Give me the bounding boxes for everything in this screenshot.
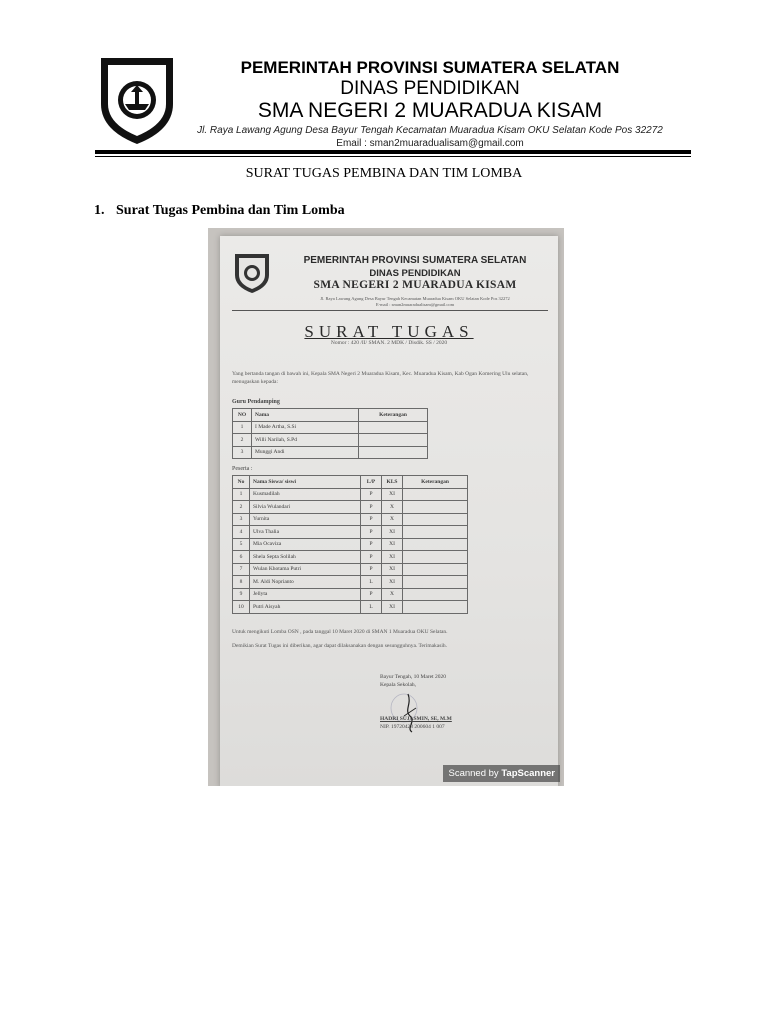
- table-cell: 3: [233, 446, 252, 459]
- table-header-row: [233, 476, 468, 489]
- table-row: [233, 434, 428, 447]
- table-cell: P: [361, 551, 382, 564]
- letterhead-department: DINAS PENDIDIKAN: [340, 78, 520, 99]
- letterhead-address: Jl. Raya Lawang Agung Desa Bayur Tengah Kecamatan Muaradua Kisam OKU Selatan Kode Pos 32272: [197, 125, 663, 136]
- document-title: SURAT TUGAS PEMBINA DAN TIM LOMBA: [245, 166, 523, 181]
- table-cell: 10: [233, 601, 250, 614]
- scan-peserta-label: Peserta :: [232, 466, 253, 472]
- column-header: Nama Siswa/ siswi: [250, 476, 361, 489]
- table-cell: XI: [382, 551, 403, 564]
- table-cell: 1: [233, 488, 250, 501]
- table-cell: [359, 421, 428, 434]
- table-cell: [403, 501, 468, 514]
- table-cell: Yurnita: [250, 513, 361, 526]
- table-cell: 6: [233, 551, 250, 564]
- scan-header-address: Jl. Raya Lawang Agung Desa Bayur Tengah Kecamatan Muaradua Kisam OKU Selatan Kode Pos 32272: [320, 296, 510, 301]
- table-cell: Willi Narilah, S.Pd: [252, 434, 359, 447]
- letterhead-school-name: SMA NEGERI 2 MUARADUA KISAM: [257, 99, 603, 122]
- scan-header-email: E-mail : sman2muaradualisam@gmail.com: [375, 302, 455, 307]
- section-heading: [94, 203, 345, 219]
- table-cell: 4: [233, 526, 250, 539]
- scan-letter-title: SURAT TUGAS: [304, 322, 474, 341]
- scan-intro-text: Yang bertanda tangan di bawah ini, Kepala SMA Negeri 2 Muaradua Kisam, Kec. Muaradua Kisam, Kab Ogan Komering Ulu selatan, menugaskan kepada:: [232, 371, 529, 385]
- table-cell: XI: [382, 538, 403, 551]
- table-cell: M. Aldi Noprianto: [250, 576, 361, 589]
- table-cell: 7: [233, 563, 250, 576]
- table-cell: 9: [233, 588, 250, 601]
- letterhead-email: Email : sman2muaradualisam@gmail.com: [336, 138, 524, 149]
- table-cell: [403, 488, 468, 501]
- table-cell: P: [361, 488, 382, 501]
- table-cell: [403, 538, 468, 551]
- school-emblem-logo: [95, 52, 179, 148]
- table-cell: P: [361, 588, 382, 601]
- scan-place-date: Bayur Tengah, 10 Maret 2020: [380, 674, 446, 680]
- table-cell: Wulan Khotama Putri: [250, 563, 361, 576]
- scan-signer-name: HADRI SUJASMIN, SE, M.M: [380, 716, 452, 722]
- table-row: [233, 501, 468, 514]
- table-cell: X: [382, 501, 403, 514]
- table-cell: P: [361, 563, 382, 576]
- table-cell: 8: [233, 576, 250, 589]
- table-cell: P: [361, 513, 382, 526]
- table-row: [233, 526, 468, 539]
- table-cell: [403, 576, 468, 589]
- column-header: No: [233, 476, 250, 489]
- table-cell: 2: [233, 501, 250, 514]
- table-cell: XI: [382, 576, 403, 589]
- table-cell: 1: [233, 421, 252, 434]
- table-cell: XI: [382, 488, 403, 501]
- column-header: Nama: [252, 409, 359, 422]
- scan-peserta-table: [232, 475, 468, 614]
- table-row: [233, 551, 468, 564]
- scan-school-emblem-logo: [232, 251, 272, 295]
- table-row: [233, 488, 468, 501]
- table-cell: [403, 563, 468, 576]
- column-header: Keterangan: [359, 409, 428, 422]
- table-cell: [359, 434, 428, 447]
- table-row: [233, 563, 468, 576]
- table-cell: 2: [233, 434, 252, 447]
- table-row: [233, 576, 468, 589]
- scan-guru-label: Guru Pendamping: [232, 399, 280, 405]
- tapscanner-watermark: [443, 765, 560, 782]
- table-cell: Kusmadilah: [250, 488, 361, 501]
- scan-header-department: DINAS PENDIDIKAN: [369, 268, 461, 279]
- table-header-row: [233, 409, 428, 422]
- scan-header-rule: [232, 310, 548, 311]
- scan-letter-number: Nomor : 420 /II/ SMAN. 2 MDK / Disdik. SS / 2020: [330, 340, 448, 346]
- table-cell: Ulva Thalia: [250, 526, 361, 539]
- scan-signer-position: Kepala Sekolah,: [380, 682, 417, 688]
- letterhead-thick-rule: [95, 150, 691, 154]
- section-title: Surat Tugas Pembina dan Tim Lomba: [116, 203, 345, 218]
- scan-header-government: PEMERINTAH PROVINSI SUMATERA SELATAN: [303, 255, 527, 266]
- table-cell: Shela Septa Solilah: [250, 551, 361, 564]
- scan-body-purpose: Untuk mengikuti Lomba OSN , pada tanggal 10 Maret 2020 di SMAN 1 Muaradua OKU Selatan.: [232, 629, 448, 635]
- table-row: [233, 538, 468, 551]
- table-cell: P: [361, 501, 382, 514]
- table-cell: [403, 601, 468, 614]
- column-header: KLS: [382, 476, 403, 489]
- table-cell: L: [361, 576, 382, 589]
- table-cell: X: [382, 513, 403, 526]
- section-number: 1.: [94, 203, 105, 218]
- table-cell: [403, 513, 468, 526]
- column-header: NO: [233, 409, 252, 422]
- scan-body-closing: Demikian Surat Tugas ini diberikan, agar dapat dilaksanakan dengan sesungguhnya. Terimakasih.: [232, 643, 448, 649]
- table-cell: [403, 588, 468, 601]
- table-cell: P: [361, 526, 382, 539]
- table-row: [233, 601, 468, 614]
- watermark-prefix: Scanned by: [448, 768, 502, 779]
- table-cell: Mia Ocaviza: [250, 538, 361, 551]
- table-cell: L: [361, 601, 382, 614]
- column-header: L/P: [361, 476, 382, 489]
- table-row: [233, 421, 428, 434]
- table-cell: XI: [382, 563, 403, 576]
- table-cell: 3: [233, 513, 250, 526]
- table-cell: Silvia Wulandari: [250, 501, 361, 514]
- watermark-brand: TapScanner: [501, 768, 555, 779]
- scan-signer-nip: NIP. 19720428 200604 1 007: [380, 724, 445, 730]
- scanned-paper: [220, 236, 558, 786]
- table-row: [233, 513, 468, 526]
- table-cell: 5: [233, 538, 250, 551]
- letterhead-government: PEMERINTAH PROVINSI SUMATERA SELATAN: [240, 58, 620, 77]
- scan-guru-table: [232, 408, 428, 459]
- scan-header-school: SMA NEGERI 2 MUARADUA KISAM: [313, 279, 517, 291]
- table-cell: Jellyta: [250, 588, 361, 601]
- table-cell: [403, 551, 468, 564]
- table-cell: XI: [382, 601, 403, 614]
- table-cell: Munggi Andi: [252, 446, 359, 459]
- table-cell: Putri Aisyah: [250, 601, 361, 614]
- column-header: Keterangan: [403, 476, 468, 489]
- letterhead-thin-rule: [95, 156, 691, 157]
- table-cell: P: [361, 538, 382, 551]
- table-row: [233, 446, 428, 459]
- table-row: [233, 588, 468, 601]
- table-cell: XI: [382, 526, 403, 539]
- table-cell: X: [382, 588, 403, 601]
- scanned-letter-photo: [208, 228, 564, 786]
- table-cell: [359, 446, 428, 459]
- table-cell: [403, 526, 468, 539]
- table-cell: I Made Artha, S.Si: [252, 421, 359, 434]
